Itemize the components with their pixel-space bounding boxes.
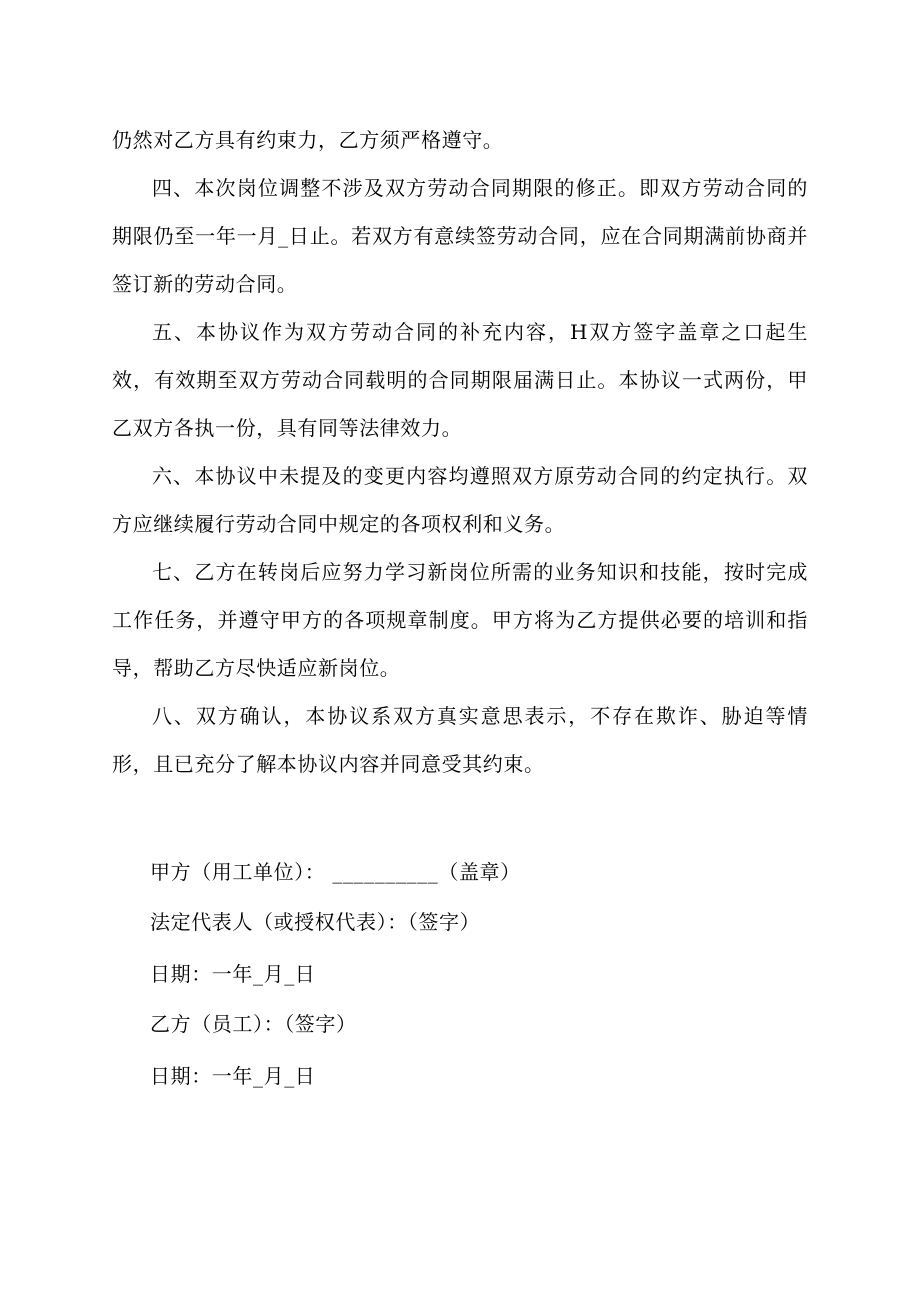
signature-party-b: 乙方（员工）：（签字） bbox=[150, 1012, 357, 1036]
signature-legal-representative: 法定代表人（或授权代表）：（签字） bbox=[150, 910, 481, 934]
signature-party-a: 甲方（用工单位）： __________（盖章） bbox=[150, 860, 521, 884]
paragraph-continuation: 仍然对乙方具有约束力，乙方须严格遵守。 bbox=[112, 128, 504, 152]
paragraph-clause-7: 七、乙方在转岗后应努力学习新岗位所需的业务知识和技能，按时完成工作任务，并遵守甲方的各项规章制度。甲方将为乙方提供必要的培训和指导，帮助乙方尽快适应新岗位。 bbox=[112, 560, 808, 680]
paragraph-clause-6: 六、本协议中未提及的变更内容均遵照双方原劳动合同的约定执行。双方应继续履行劳动合同中规定的各项权利和义务。 bbox=[112, 464, 808, 536]
signature-date-party-a: 日期：一年_月_日 bbox=[150, 962, 316, 986]
paragraph-clause-8: 八、双方确认，本协议系双方真实意思表示，不存在欺诈、胁迫等情形，且已充分了解本协议内容并同意受其约束。 bbox=[112, 704, 808, 776]
paragraph-clause-4: 四、本次岗位调整不涉及双方劳动合同期限的修正。即双方劳动合同的期限仍至一年一月_日止。若双方有意续签劳动合同，应在合同期满前协商并签订新的劳动合同。 bbox=[112, 176, 808, 296]
signature-date-party-b: 日期：一年_月_日 bbox=[150, 1064, 316, 1088]
paragraph-clause-5: 五、本协议作为双方劳动合同的补充内容，H双方签字盖章之口起生效，有效期至双方劳动合同载明的合同期限届满日止。本协议一式两份，甲乙双方各执一份，具有同等法律效力。 bbox=[112, 320, 808, 440]
